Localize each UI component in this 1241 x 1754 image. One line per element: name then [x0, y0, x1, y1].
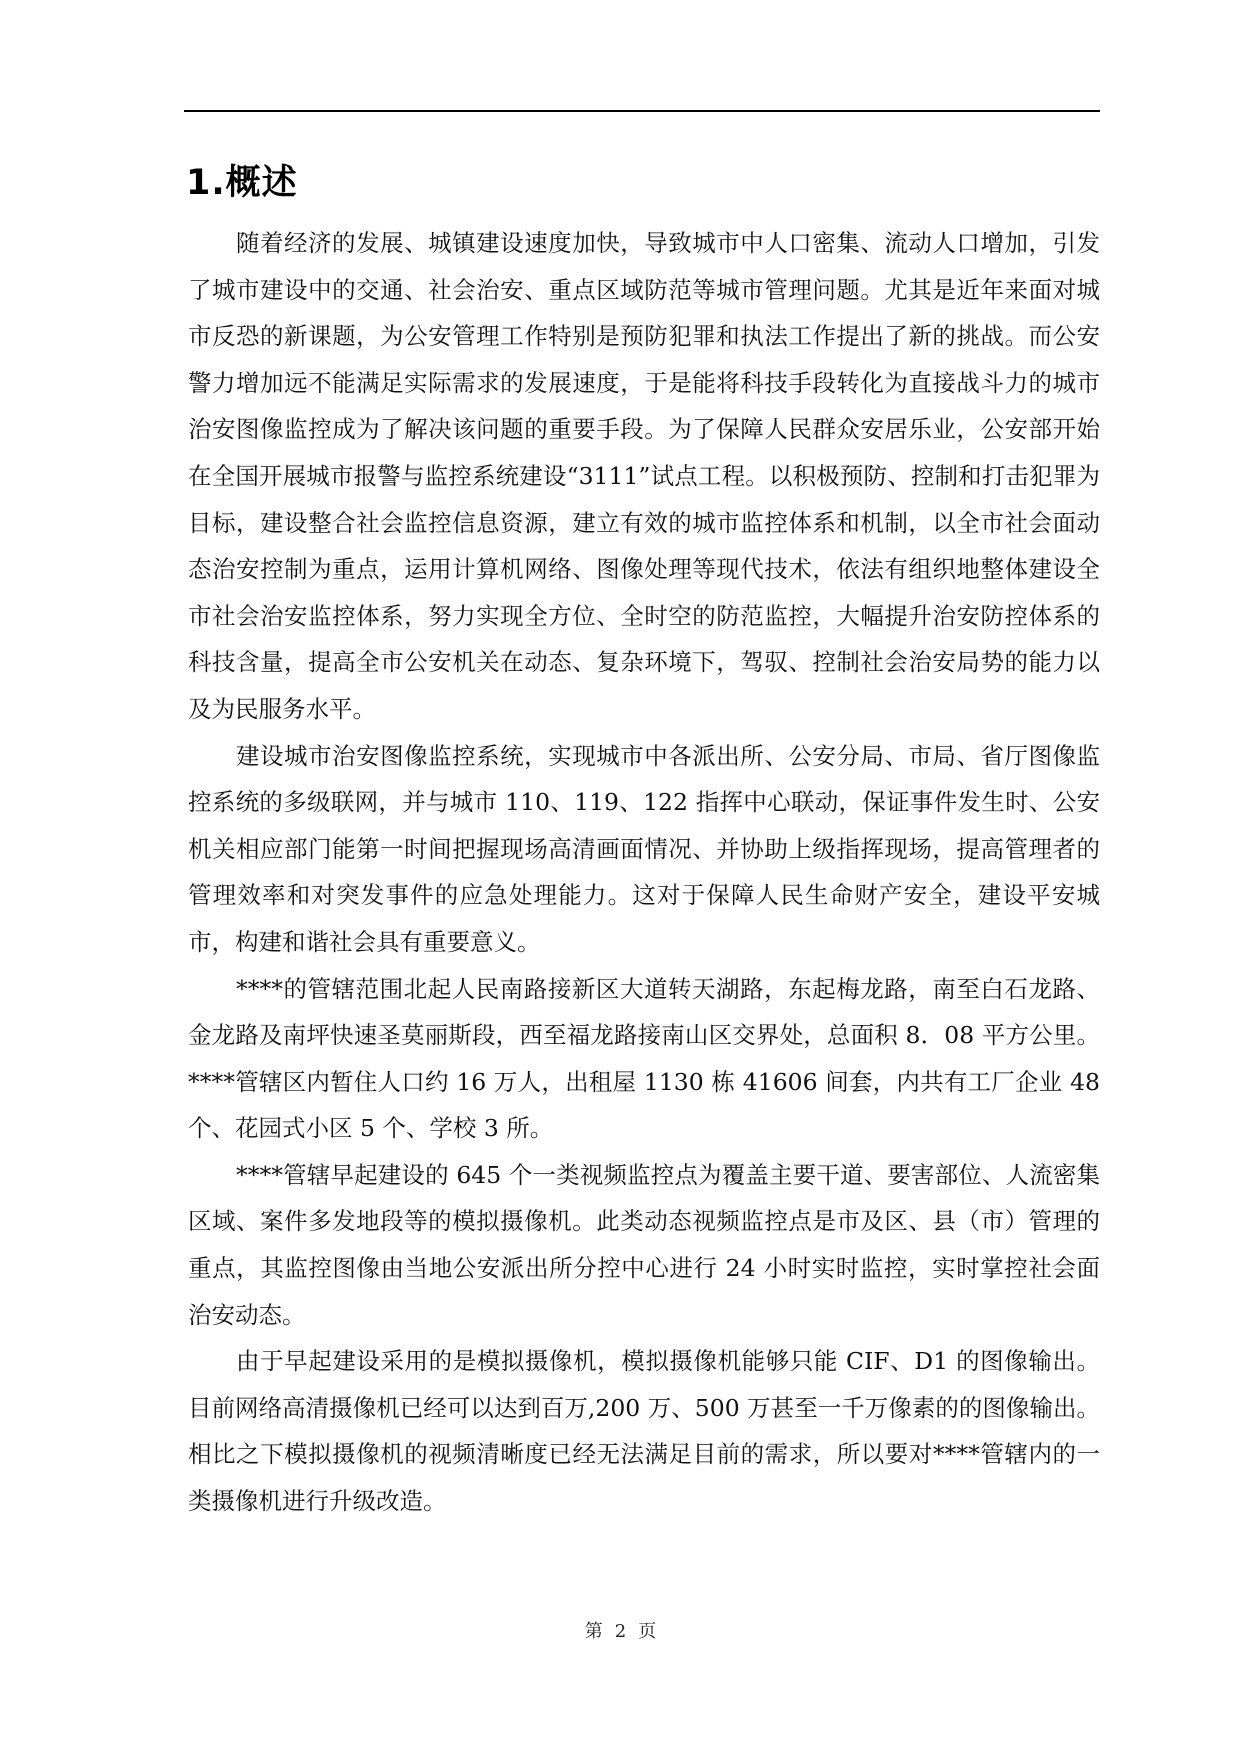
document-body [188, 220, 1100, 1525]
paragraph-jurisdiction: ****的管辖范围北起人民南路接新区大道转天湖路，东起梅龙路，南至白石龙路、金龙路及南坪快速圣莫丽斯段，西至福龙路接南山区交界处，总面积 8．08 平方公里。****管辖区内暂住人口约 16 万人，出租屋 1130 栋 41606 间套，内共有工厂企业 48 个、花园式小区 5 个、学校 3 所。 [188, 974, 1100, 1143]
page-footer [0, 1620, 1241, 1644]
paragraph-existing-cameras: ****管辖早起建设的 645 个一类视频监控点为覆盖主要干道、要害部位、人流密集区域、案件多发地段等的模拟摄像机。此类动态视频监控点是市及区、县（市）管理的重点，其监控图像由当地公安派出所分控中心进行 24 小时实时监控，实时掌控社会面治安动态。 [188, 1160, 1100, 1329]
header-rule [184, 110, 1100, 112]
paragraph-system-goal: 建设城市治安图像监控系统，实现城市中各派出所、公安分局、市局、省厅图像监控系统的多级联网，并与城市 110、119、122 指挥中心联动，保证事件发生时、公安机关相应部门能第一时间把握现场高清画面情况、并协助上级指挥现场，提高管理者的管理效率和对突发事件的应急处理能力。这对于保障人民生命财产安全，建设平安城市，构建和谐社会具有重要意义。 [188, 741, 1100, 956]
paragraph-upgrade-need: 由于早起建设采用的是模拟摄像机，模拟摄像机能够只能 CIF、D1 的图像输出。目前网络高清摄像机已经可以达到百万,200 万、500 万甚至一千万像素的的图像输出。相比之下模拟摄像机的视频清晰度已经无法满足目前的需求，所以要对****管辖内的一类摄像机进行升级改造。 [188, 1347, 1100, 1516]
page-number: 2 [614, 1621, 627, 1642]
section-heading: 1.概述 [186, 163, 298, 203]
paragraph-overview: 随着经济的发展、城镇建设速度加快，导致城市中人口密集、流动人口增加，引发了城市建设中的交通、社会治安、重点区域防范等城市管理问题。尤其是近年来面对城市反恐的新课题，为公安管理工作特别是预防犯罪和执法工作提出了新的挑战。而公安警力增加远不能满足实际需求的发展速度，于是能将科技手段转化为直接战斗力的城市治安图像监控成为了解决该问题的重要手段。为了保障人民群众安居乐业，公安部开始在全国开展城市报警与监控系统建设“3111”试点工程。以积极预防、控制和打击犯罪为目标，建设整合社会监控信息资源，建立有效的城市监控体系和机制，以全市社会面动态治安控制为重点，运用计算机网络、图像处理等现代技术，依法有组织地整体建设全市社会治安监控体系，努力实现全方位、全时空的防范监控，大幅提升治安防控体系的科技含量，提高全市公安机关在动态、复杂环境下，驾驭、控制社会治安局势的能力以及为民服务水平。 [188, 229, 1100, 723]
page-number-suffix: 页 [638, 1621, 657, 1642]
page-number-prefix: 第 [584, 1621, 603, 1642]
